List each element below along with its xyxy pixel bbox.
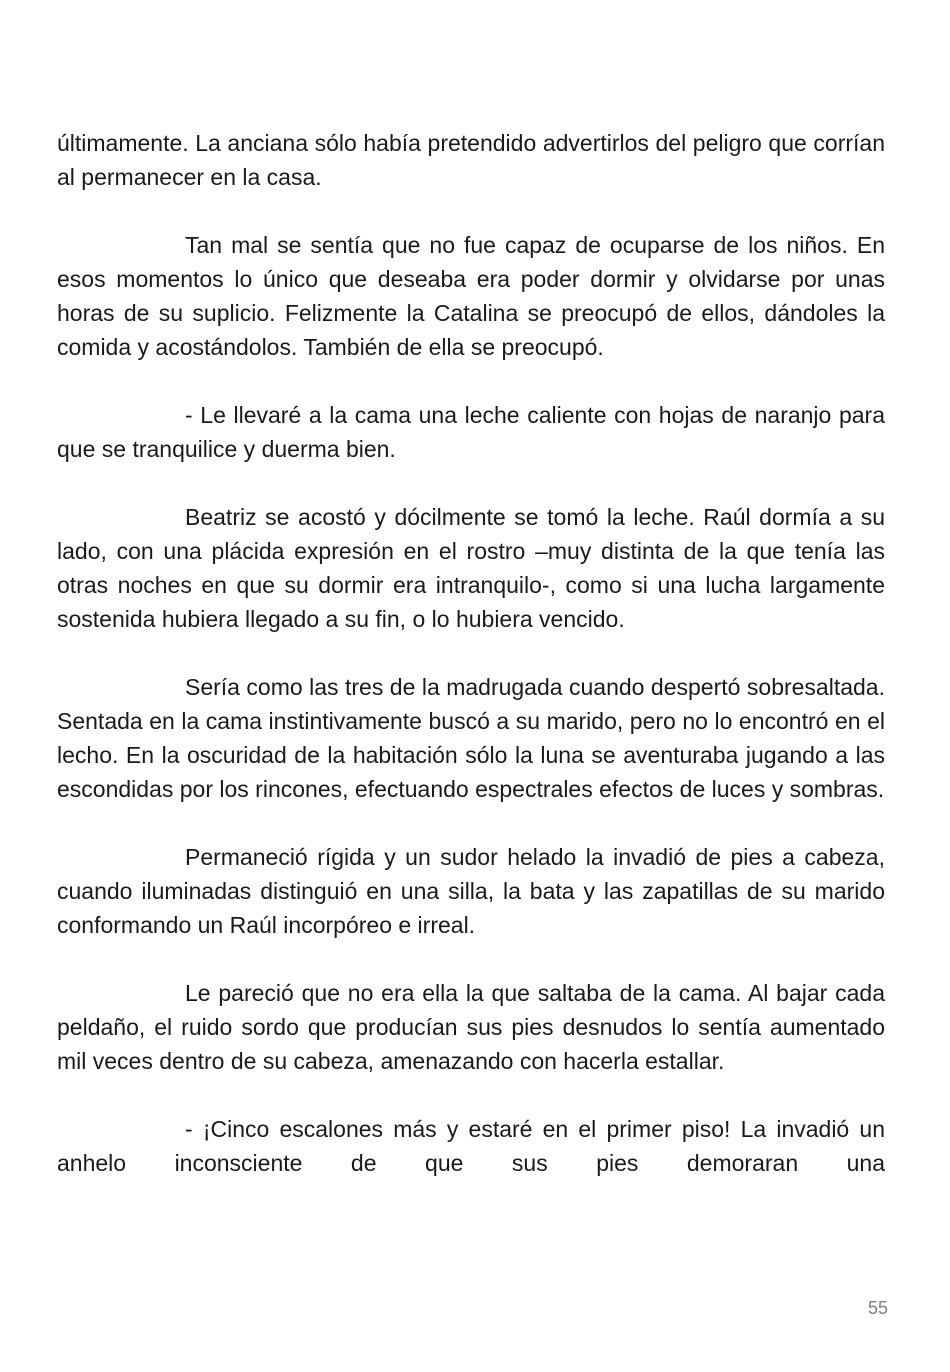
- paragraph: - Le llevaré a la cama una leche caliente con hojas de naranjo para que se tranquilice y duerma bien.: [57, 402, 885, 462]
- page-body: [57, 126, 885, 1214]
- paragraph: Permaneció rígida y un sudor helado la invadió de pies a cabeza, cuando iluminadas distinguió en una silla, la bata y las zapatillas de su marido conformando un Raúl incorpóreo e irreal.: [57, 844, 885, 938]
- paragraph: Tan mal se sentía que no fue capaz de ocuparse de los niños. En esos momentos lo único que deseaba era poder dormir y olvidarse por unas horas de su suplicio. Felizmente la Catalina se preocupó de ellos, dándoles la comida y acostándolos. También de ella se preocupó.: [57, 232, 885, 360]
- paragraph: últimamente. La anciana sólo había pretendido advertirlos del peligro que corrían al permanecer en la casa.: [57, 130, 885, 190]
- page-number: 55: [867, 1298, 888, 1318]
- paragraph: Le pareció que no era ella la que saltaba de la cama. Al bajar cada peldaño, el ruido sordo que producían sus pies desnudos lo sentía aumentado mil veces dentro de su cabeza, amenazando con hacerla estallar.: [57, 980, 885, 1074]
- paragraph: - ¡Cinco escalones más y estaré en el primer piso! La invadió un anhelo inconsciente de que sus pies demoraran una: [57, 1116, 885, 1176]
- paragraph: Sería como las tres de la madrugada cuando despertó sobresaltada. Sentada en la cama instintivamente buscó a su marido, pero no lo encontró en el lecho. En la oscuridad de la habitación sólo la luna se aventuraba jugando a las escondidas por los rincones, efectuando espectrales efectos de luces y sombras.: [57, 674, 885, 802]
- paragraph: Beatriz se acostó y dócilmente se tomó la leche. Raúl dormía a su lado, con una plácida expresión en el rostro –muy distinta de la que tenía las otras noches en que su dormir era intranquilo-, como si una lucha largamente sostenida hubiera llegado a su fin, o lo hubiera vencido.: [57, 504, 885, 632]
